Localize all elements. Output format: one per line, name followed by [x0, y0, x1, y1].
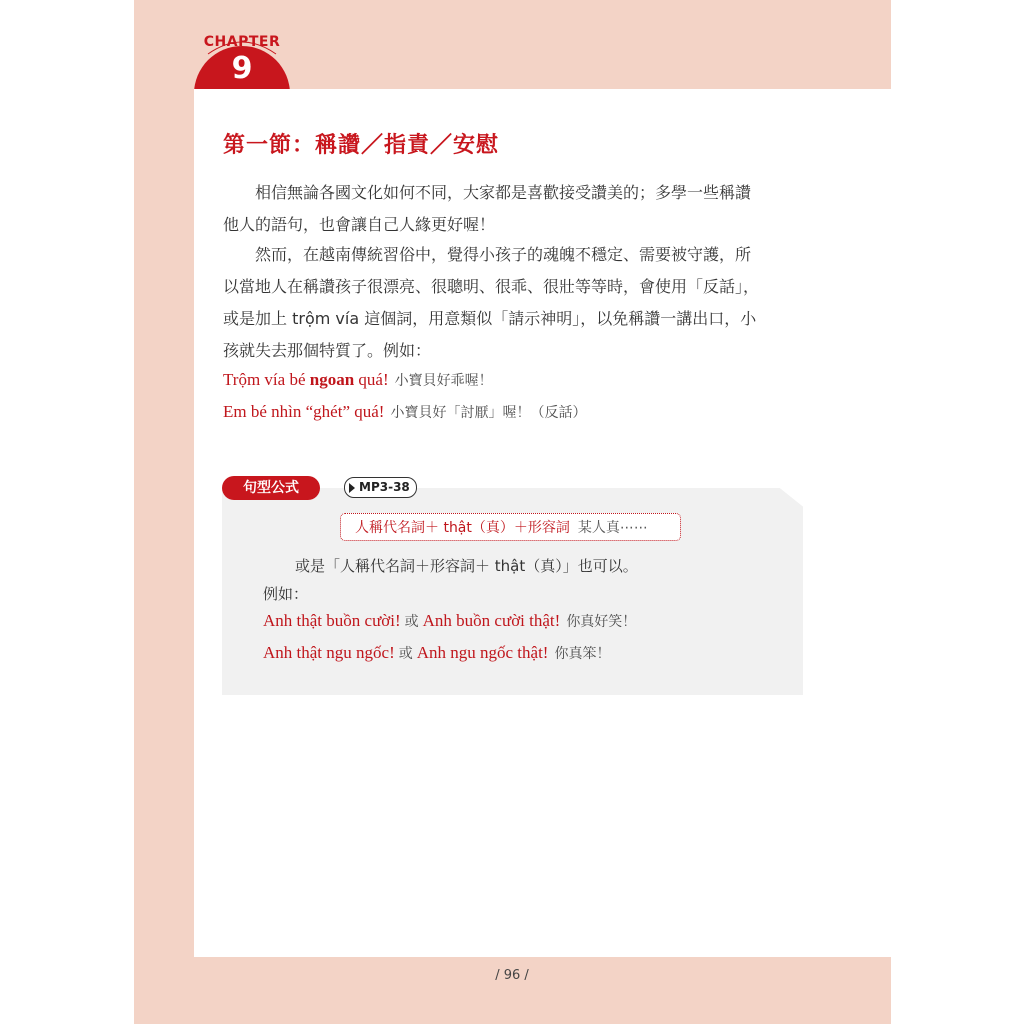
pattern-formula [340, 513, 681, 541]
vietnamese-text: Em bé nhìn “ghét” quá! [223, 402, 385, 421]
intro-paragraph-1 [223, 177, 803, 241]
chapter-number: 9 [231, 51, 253, 86]
pattern-tag: 句型公式 [222, 476, 320, 500]
text-line: 他人的語句，也會讓自己人緣更好喔！ [223, 215, 496, 234]
vietnamese-keyword: ngoan [309, 370, 355, 389]
pattern-example [263, 643, 610, 663]
page-number-value: 96 [503, 968, 521, 983]
alternative-pattern: 或是「人稱代名詞＋形容詞＋ thật（真）」也可以。 [295, 557, 638, 575]
vietnamese-text: Anh ngu ngốc thật! [416, 643, 549, 662]
vietnamese-text: quá! [354, 370, 389, 389]
text-line: 相信無論各國文化如何不同，大家都是喜歡接受讚美的；多學一些稱讚 [223, 183, 752, 202]
text-line: 然而，在越南傳統習俗中，覺得小孩子的魂魄不穩定、需要被守護，所 [223, 245, 752, 264]
audio-track-label: MP3-38 [359, 480, 410, 494]
chinese-translation: 你真笨！ [554, 646, 611, 662]
pattern-example [263, 611, 636, 631]
vietnamese-text: Trộm vía bé [223, 370, 310, 389]
example-label: 例如： [263, 585, 309, 603]
audio-track-button[interactable] [344, 477, 417, 498]
or-text: 或 [398, 646, 413, 662]
formula-meaning: 某人真⋯⋯ [577, 520, 648, 536]
chinese-translation: 小寶貝好「討厭」喔！（反話） [390, 405, 587, 421]
text-line: 孩就失去那個特質了。例如： [223, 341, 432, 360]
vietnamese-text: Anh thật buồn cười! [263, 611, 401, 630]
intro-paragraph-2 [223, 239, 803, 367]
text-line: 以當地人在稱讚孩子很漂亮、很聰明、很乖、很壯等等時，會使用「反話」， [223, 277, 760, 296]
chinese-translation: 小寶貝好乖喔！ [394, 373, 493, 389]
page-number: / 96 / [495, 968, 529, 983]
chapter-label: CHAPTER [203, 34, 281, 50]
formula-text: 人稱代名詞＋ thật（真）＋形容詞 [355, 520, 570, 536]
vietnamese-text: Anh buồn cười thật! [422, 611, 561, 630]
or-text: 或 [404, 614, 419, 630]
chinese-translation: 你真好笑！ [566, 614, 637, 630]
play-icon [349, 483, 355, 493]
example-sentence [223, 397, 586, 428]
section-title: 第一節：稱讚／指責／安慰 [223, 133, 500, 158]
text-line: 或是加上 trộm vía 這個詞，用意類似「請示神明」，以免稱讚一講出口，小 [223, 309, 757, 328]
example-sentence [223, 365, 493, 396]
vietnamese-text: Anh thật ngu ngốc! [263, 643, 395, 662]
